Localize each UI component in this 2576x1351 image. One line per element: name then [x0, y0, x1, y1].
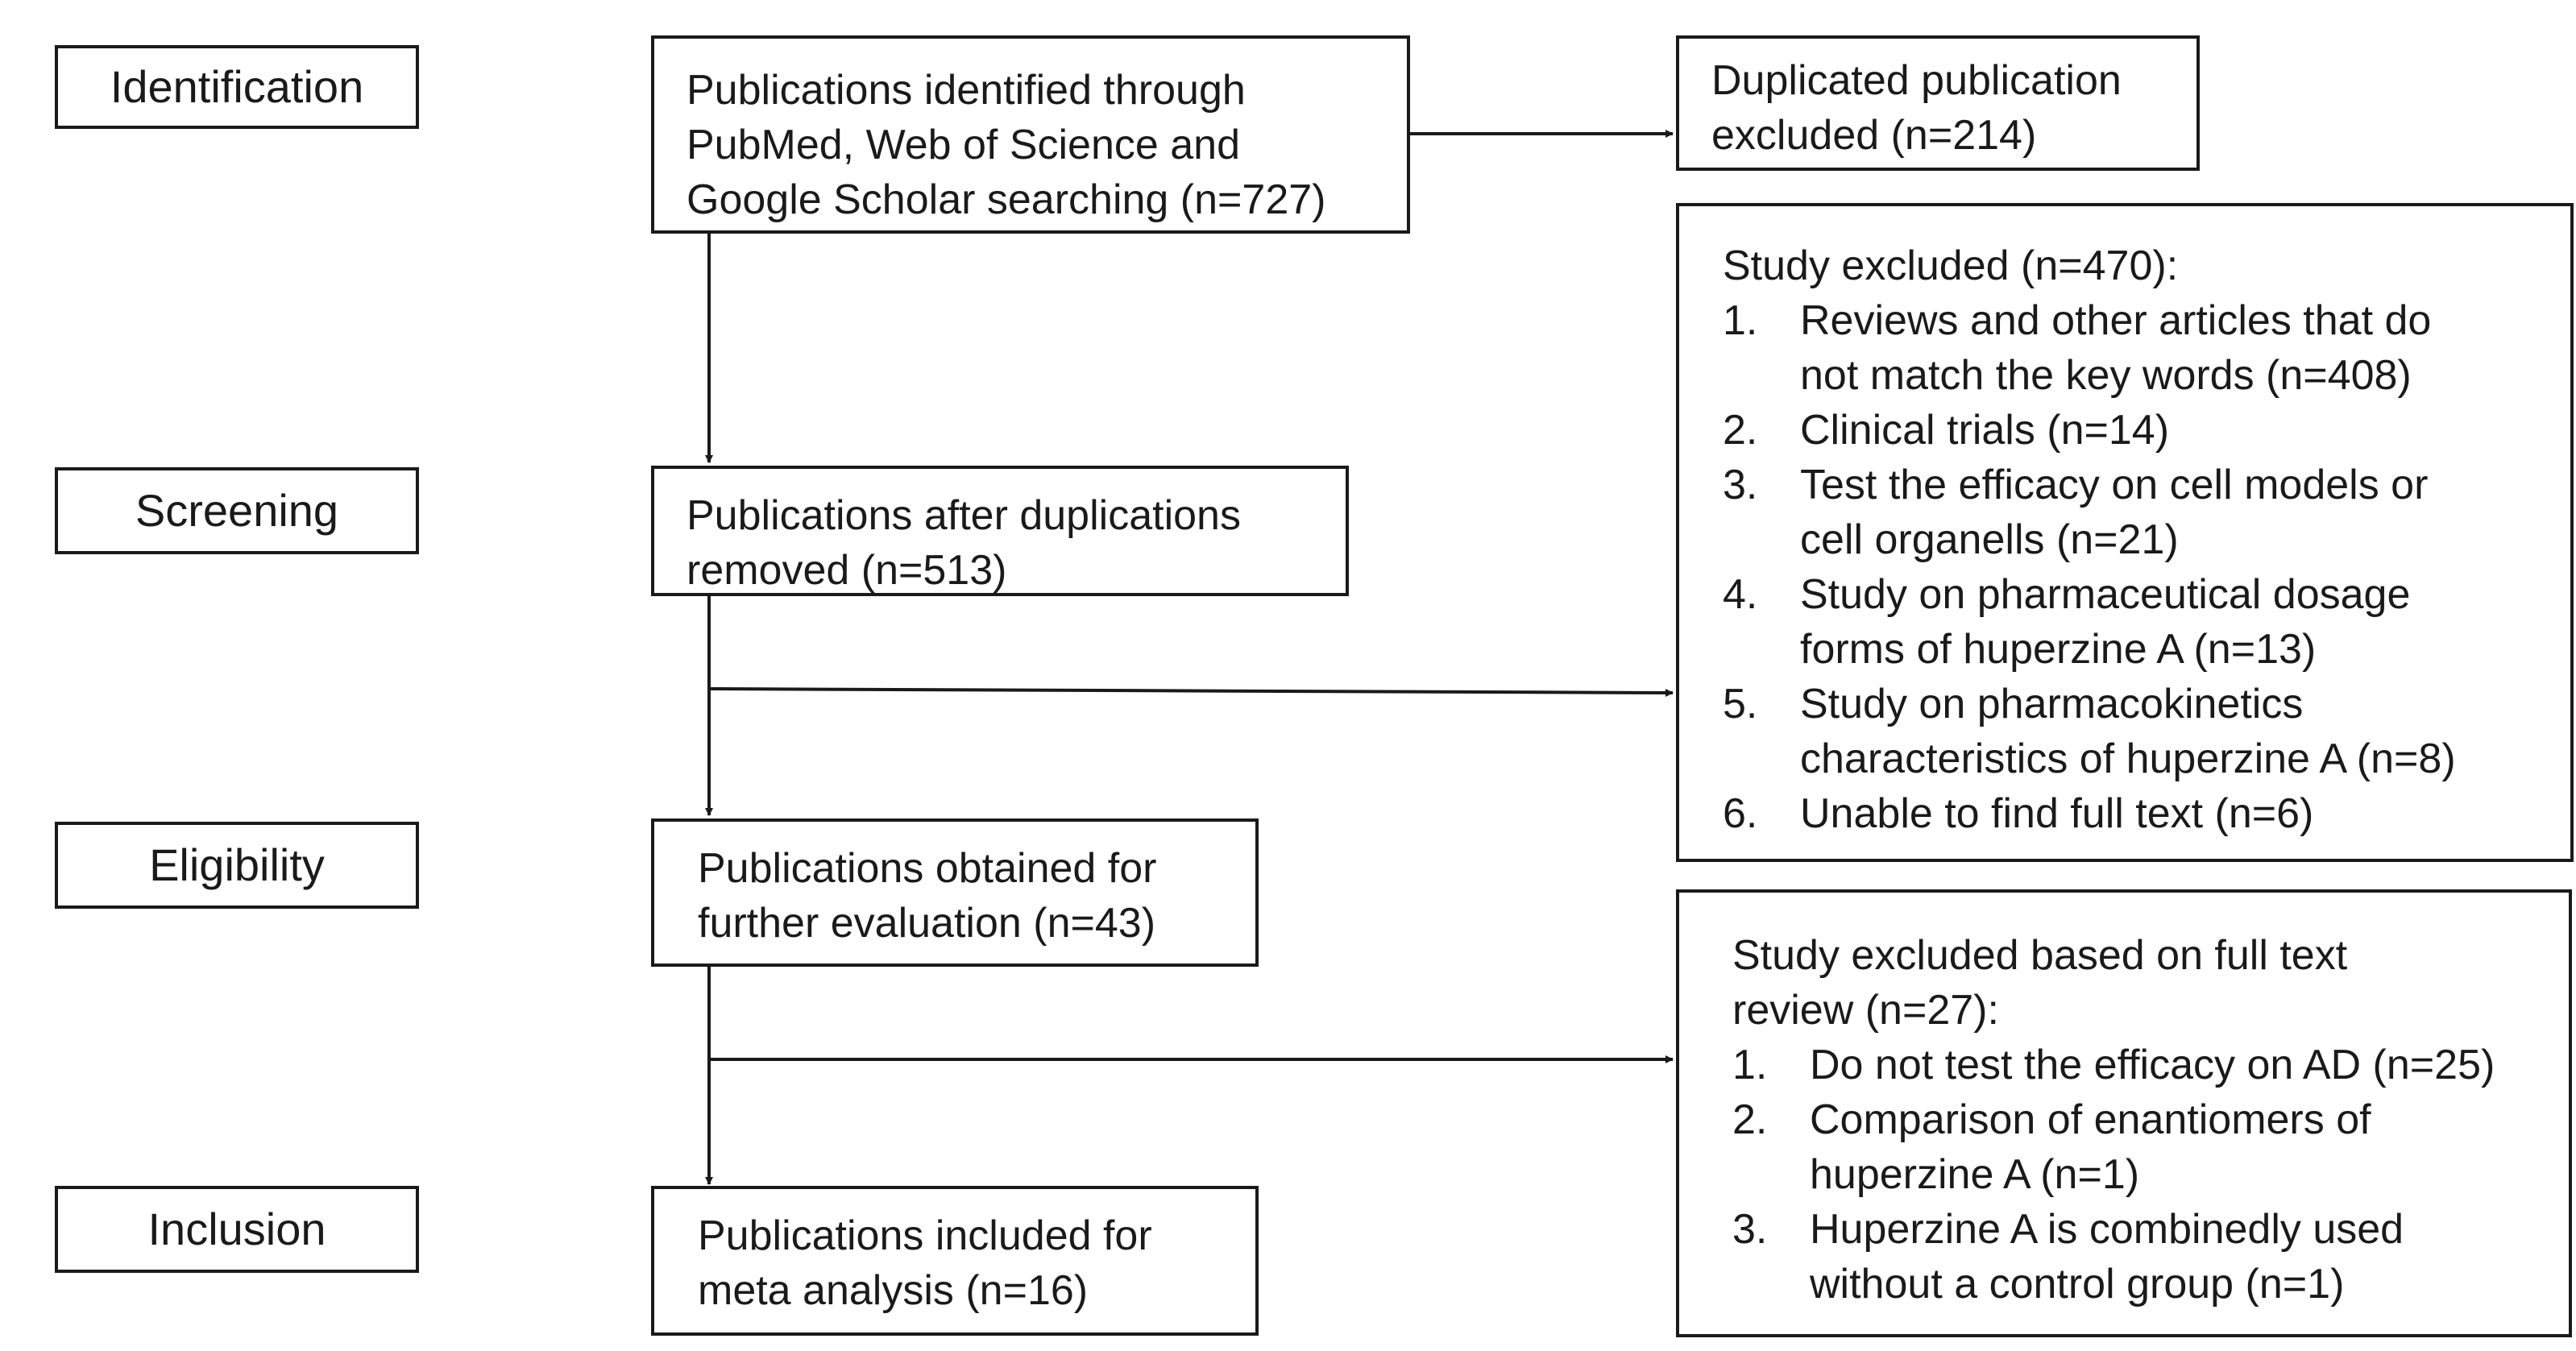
list-item-text: Clinical trials (n=14)	[1800, 407, 2170, 454]
list-item	[1732, 1092, 2569, 1202]
box-after-duplicates: Publications after duplications removed (n=513)	[651, 466, 1349, 596]
list-item-text: Reviews and other articles that do not match the key words (n=408)	[1800, 297, 2432, 399]
box-identified: Publications identified through PubMed, Web of Science and Google Scholar searching (n=727)	[651, 35, 1410, 234]
box-obtained: Publications obtained for further evaluation (n=43)	[651, 818, 1259, 967]
list-item-number: 3.	[1723, 462, 1758, 508]
list-item-number: 2.	[1723, 407, 1758, 454]
stage-identification-label: Identification	[110, 61, 364, 113]
stage-screening	[55, 467, 419, 554]
list-item	[1723, 786, 2527, 841]
list-item	[1723, 458, 2527, 567]
screening-excluded-heading: Study excluded (n=470):	[1723, 242, 2179, 289]
list-item-number: 3.	[1732, 1206, 1768, 1253]
fulltext-excluded-list	[1732, 1038, 2569, 1312]
list-item-text: Do not test the efficacy on AD (n=25)	[1810, 1042, 2495, 1088]
list-item-number: 6.	[1723, 790, 1758, 837]
list-item-number: 2.	[1732, 1096, 1768, 1143]
list-item-text: Comparison of enantiomers of huperzine A (n=1)	[1810, 1096, 2371, 1198]
list-item	[1723, 403, 2527, 458]
list-item	[1732, 1202, 2569, 1312]
list-item-text: Unable to find full text (n=6)	[1800, 790, 2314, 837]
stage-inclusion	[55, 1186, 419, 1273]
list-item-number: 1.	[1732, 1042, 1768, 1088]
arrow-to-screening-excluded	[709, 689, 1673, 693]
box-fulltext-excluded	[1676, 889, 2572, 1337]
list-item-text: Test the efficacy on cell models or cell organells (n=21)	[1800, 462, 2429, 563]
screening-excluded-list	[1723, 293, 2527, 841]
list-item	[1723, 677, 2527, 786]
list-item	[1723, 567, 2527, 677]
stage-identification	[55, 45, 419, 129]
stage-eligibility-label: Eligibility	[149, 839, 325, 891]
list-item-number: 5.	[1723, 681, 1758, 727]
fulltext-excluded-heading: Study excluded based on full text review (n=27):	[1732, 932, 2348, 1034]
list-item	[1732, 1038, 2569, 1092]
list-item-text: Huperzine A is combinedly used without a control group (n=1)	[1810, 1206, 2404, 1307]
list-item-text: Study on pharmacokinetics characteristics of huperzine A (n=8)	[1800, 681, 2456, 782]
stage-eligibility	[55, 822, 419, 909]
stage-inclusion-label: Inclusion	[147, 1204, 326, 1255]
list-item	[1723, 293, 2527, 403]
list-item-text: Study on pharmaceutical dosage forms of huperzine A (n=13)	[1800, 571, 2411, 673]
list-item-number: 4.	[1723, 571, 1758, 618]
stage-screening-label: Screening	[135, 485, 339, 537]
list-item-number: 1.	[1723, 297, 1758, 344]
box-included: Publications included for meta analysis (n=16)	[651, 1186, 1259, 1336]
box-screening-excluded	[1676, 203, 2574, 862]
box-duplicated-excluded: Duplicated publication excluded (n=214)	[1676, 35, 2200, 171]
